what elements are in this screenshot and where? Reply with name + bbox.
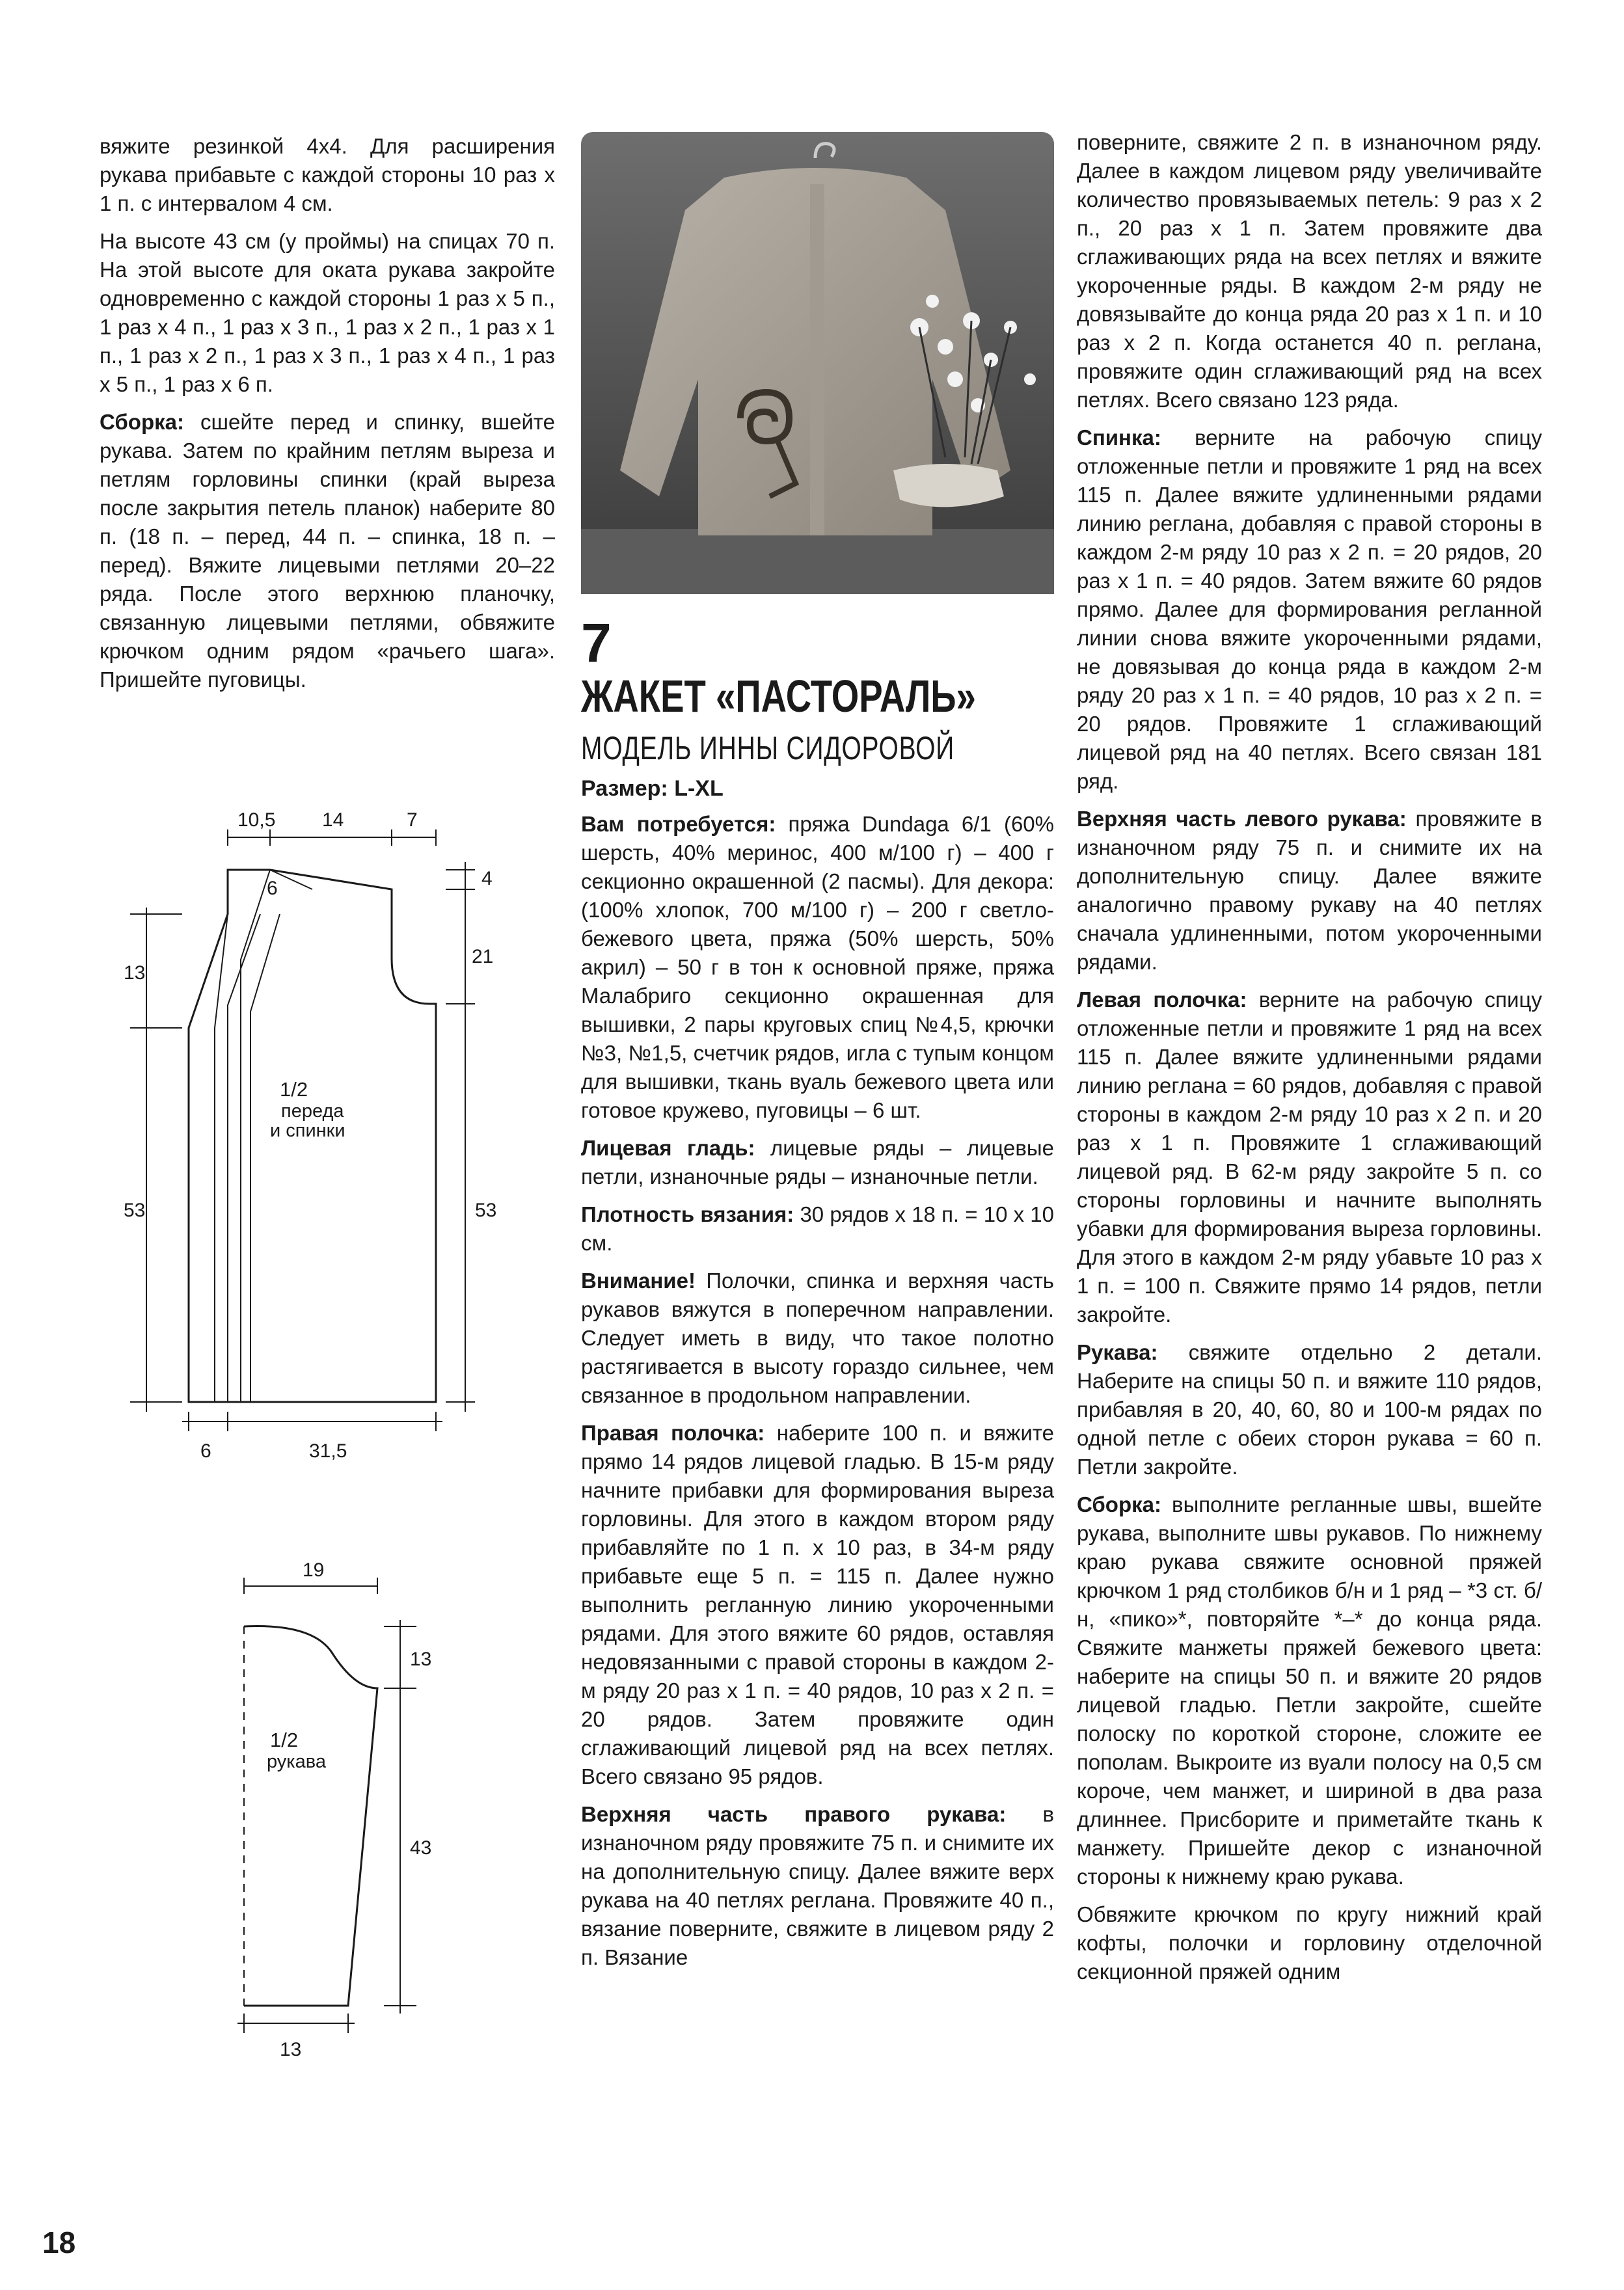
model-subtitle: МОДЕЛЬ ИННЫ СИДОРОВОЙ xyxy=(581,730,955,766)
size-line: Размер: L-XL xyxy=(581,776,724,801)
middle-column xyxy=(581,810,1054,1981)
dim-armhole: 21 xyxy=(472,946,494,967)
materials-text: пряжа Dundaga 6/1 (60% шерсть, 40% меринос, 400 м/100 г) – 400 г секционно окрашенной (2 пасмы). Для декора: (100% хлопок, 700 м/100 г) – 200 г светло-бежевого цвета, пряжа (50% шерсть, 50% акрил) – 50 г в тон к основной пряже, пряжа Малабриго секционно окрашенная для вышивки, 2 пары круговых спиц №4,5, крючки №3, №1,5, счетчик рядов, игла с тупым концом для вышивки, ткань вуаль бежевого цвета или готовое кружево, пуговицы – 6 шт. xyxy=(581,812,1054,1122)
left-sleeve-text: провяжите в изнаночном ряду 75 п. и снимите их на дополнительную спицу. Далее вяжите аналогично правому рукаву на 40 петлях сначала удлиненными, потом укороченными рядами. xyxy=(1077,807,1542,974)
dim-top-c: 7 xyxy=(407,809,418,831)
gauge-heading: Плотность вязания: xyxy=(581,1202,794,1226)
materials-heading: Вам потребуется: xyxy=(581,812,776,836)
sleeve-label-1: 1/2 xyxy=(270,1729,299,1751)
stitch-paragraph xyxy=(581,1134,1054,1191)
right-sleeve-paragraph xyxy=(581,1800,1054,1972)
sleeve-dim-cap: 13 xyxy=(410,1649,432,1670)
body-label-2: переда xyxy=(281,1101,344,1122)
sleeves-text: свяжите отдельно 2 детали. Наберите на спицы 50 п. и вяжите 110 рядов, прибавляя в 20, 40, 60, 80 и 100-м рядах по одной петле с обеих сторон рукава = 60 п. Петли закройте. xyxy=(1077,1340,1542,1479)
body-label-3: и спинки xyxy=(270,1120,345,1141)
gauge-text: 30 рядов х 18 п. = 10 х 10 см. xyxy=(581,1202,1054,1255)
right-front-heading: Правая полочка: xyxy=(581,1421,765,1445)
dim-top-b: 14 xyxy=(322,809,344,831)
right-front-paragraph xyxy=(581,1419,1054,1791)
back-paragraph xyxy=(1077,424,1542,796)
dim-shoulder: 4 xyxy=(481,868,493,889)
sleeve-label-2: рукава xyxy=(267,1751,326,1772)
dim-bottom-b: 31,5 xyxy=(309,1440,347,1462)
attention-heading: Внимание! xyxy=(581,1269,696,1293)
dim-left-lower: 53 xyxy=(124,1200,146,1221)
dim-top-a: 10,5 xyxy=(237,809,276,831)
attention-paragraph xyxy=(581,1267,1054,1410)
stitch-heading: Лицевая гладь: xyxy=(581,1136,755,1160)
sleeve-dim-bottom: 13 xyxy=(280,2039,302,2060)
dim-right-lower: 53 xyxy=(475,1200,497,1221)
model-number: 7 xyxy=(581,612,612,673)
final-assembly-text: выполните регланные швы, вшейте рукава, выполните швы рукавов. По нижнему краю рукава свяжите основной пряжей крючком 1 ряд столбиков б/н и 1 ряд – *3 ст. б/н, «пико»*, повторяйте *–* до конца ряда. Свяжите манжеты пряжей бежевого цвета: наберите на спицы 50 п. и вяжите 20 рядов лицевой гладью. Петли закройте, сшейте полоску по короткой стороне, сложите ее пополам. Выкроите из вуали полосу на 0,5 см короче, чем манжет, и шириной в два раза длиннее. Присборите и приметайте ткань к манжету. Пришейте декор с изнаночной стороны к нижнему краю рукава. xyxy=(1077,1492,1542,1889)
left-front-paragraph xyxy=(1077,986,1542,1329)
gauge-paragraph xyxy=(581,1200,1054,1258)
left-paragraph-1: вяжите резинкой 4х4. Для расширения рукава прибавьте с каждой стороны 10 раз х 1 п. с интервалом 4 см. xyxy=(100,134,555,215)
stitch-text: лицевые ряды – лицевые петли, изнаночные ряды – изнаночные петли. xyxy=(581,1136,1054,1189)
closing-paragraph: Обвяжите крючком по кругу нижний край кофты, полочки и горловину отделочной секционной пряжей одним xyxy=(1077,1902,1542,1984)
materials-paragraph xyxy=(581,810,1054,1125)
back-heading: Спинка: xyxy=(1077,425,1161,450)
jacket-photo xyxy=(581,132,1054,594)
sleeve-pattern-diagram xyxy=(215,1558,488,2079)
assembly-text: сшейте перед и спинку, вшейте рукава. Затем по крайним петлям выреза и петлям горловины спинки (край выреза после закрытия петель планок) наберите 80 п. (18 п. – перед, 44 п. – спинка, 18 п. – перед). Вяжите лицевыми петлями 20–22 ряда. После этого верхнюю планочку, связанную лицевыми петлями, обвяжите крючком одним рядом «рачьего шага». Пришейте пуговицы. xyxy=(100,410,555,692)
right-sleeve-heading: Верхняя часть правого рукава: xyxy=(581,1802,1007,1826)
left-column xyxy=(100,132,555,703)
left-sleeve-paragraph xyxy=(1077,805,1542,977)
model-title: ЖАКЕТ «ПАСТОРАЛЬ» xyxy=(581,671,976,721)
left-sleeve-heading: Верхняя часть левого рукава: xyxy=(1077,807,1407,831)
dim-bottom-a: 6 xyxy=(200,1440,211,1462)
body-label-1: 1/2 xyxy=(280,1078,308,1101)
left-front-text: верните на рабочую спицу отложенные петли и провяжите 1 ряд на всех 115 п. Далее вяжите удлиненными рядами линию реглана = 60 рядов, добавляя с правой стороны в каждом 2-м ряду 10 раз х 2 п. и 20 раз х 1 п. Провяжите 1 сглаживающий лицевой ряд. В 62-м ряду закройте 5 п. со стороны горловины и начните выполнять убавки для формирования выреза горловины. Для этого в каждом 2-м ряду убавьте 10 раз х 1 п. = 100 п. Свяжите прямо 14 рядов, петли закройте. xyxy=(1077,988,1542,1327)
page-number: 18 xyxy=(42,2226,76,2259)
sleeves-paragraph xyxy=(1077,1338,1542,1481)
dim-left-upper: 13 xyxy=(124,962,146,984)
left-paragraph-2: На высоте 43 см (у проймы) на спицах 70 п. На этой высоте для оката рукава закройте одновременно с каждой стороны 1 раз х 5 п., 1 раз х 4 п., 1 раз х 3 п., 1 раз х 2 п., 1 раз х 1 п., 1 раз х 2 п., 1 раз х 3 п., 1 раз х 4 п., 1 раз х 5 п., 1 раз х 6 п. xyxy=(100,229,555,396)
left-paragraph-3 xyxy=(100,408,555,694)
right-paragraph-1: поверните, свяжите 2 п. в изнаночном ряду. Далее в каждом лицевом ряду увеличивайте количество провязываемых петель: 9 раз х 2 п., 20 раз х 1 п. Затем провяжите два сглаживающих ряда на всех петлях и вяжите укороченные ряды. В каждом 2-м ряду не довязывайте до конца ряда 20 раз х 1 п. и 10 раз х 2 п. Когда останется 40 п. реглана, провяжите один сглаживающий ряд на всех петлях. Всего связано 123 ряда. xyxy=(1077,130,1542,412)
sleeve-dim-top: 19 xyxy=(303,1559,325,1581)
sleeve-dim-length: 43 xyxy=(410,1837,432,1859)
right-front-text: наберите 100 п. и вяжите прямо 14 рядов лицевой гладью. В 15-м ряду начните прибавки для формирования выреза горловины. Для этого в каждом втором ряду прибавляйте по 1 п. х 10 раз, в 34-м ряду прибавьте еще 5 п. = 115 п. Далее нужно выполнить регланную линию укороченными рядами. Для этого вяжите 60 рядов, оставляя недовязанными с правой стороны в каждом 2-м ряду 20 раз х 1 п. = 40 рядов, 10 раз х 2 п. = 20 рядов. Затем провяжите один сглаживающий лицевой ряд на всех петлях. Всего связано 95 рядов. xyxy=(581,1421,1054,1788)
body-pattern-diagram xyxy=(111,797,566,1480)
left-front-heading: Левая полочка: xyxy=(1077,988,1247,1012)
dim-neck: 6 xyxy=(267,878,278,899)
right-sleeve-text: в изнаночном ряду провяжите 75 п. и снимите их на дополнительную спицу. Далее вяжите верх рукава на 40 петлях реглана. Провяжите 40 п., вязание поверните, свяжите в лицевом ряду 2 п. Вязание xyxy=(581,1802,1054,1969)
assembly-heading: Сборка: xyxy=(100,410,184,434)
back-text: верните на рабочую спицу отложенные петли и провяжите 1 ряд на всех 115 п. Далее вяжите удлиненными рядами линию реглана, добавляя с правой стороны в каждом 2-м ряду 10 раз х 2 п. = 20 рядов, 20 раз х 1 п. = 40 рядов. Затем вяжите 60 рядов прямо. Далее для формирования регланной линии снова вяжите укороченными рядами, не довязывая до конца ряда в каждом 2-м ряду 20 раз х 1 п. = 40 рядов, 10 раз х 2 п. = 20 рядов. Провяжите 1 сглаживающий лицевой ряд на 40 петлях. Всего связан 181 ряд. xyxy=(1077,425,1542,793)
final-assembly-paragraph xyxy=(1077,1490,1542,1891)
final-assembly-heading: Сборка: xyxy=(1077,1492,1161,1516)
attention-text: Полочки, спинка и верхняя часть рукавов вяжутся в поперечном направлении. Следует иметь в виду, что такое полотно растягивается в высоту гораздо сильнее, чем связанное в продольном направлении. xyxy=(581,1269,1054,1407)
sleeves-heading: Рукава: xyxy=(1077,1340,1158,1364)
right-column xyxy=(1077,128,1542,1995)
